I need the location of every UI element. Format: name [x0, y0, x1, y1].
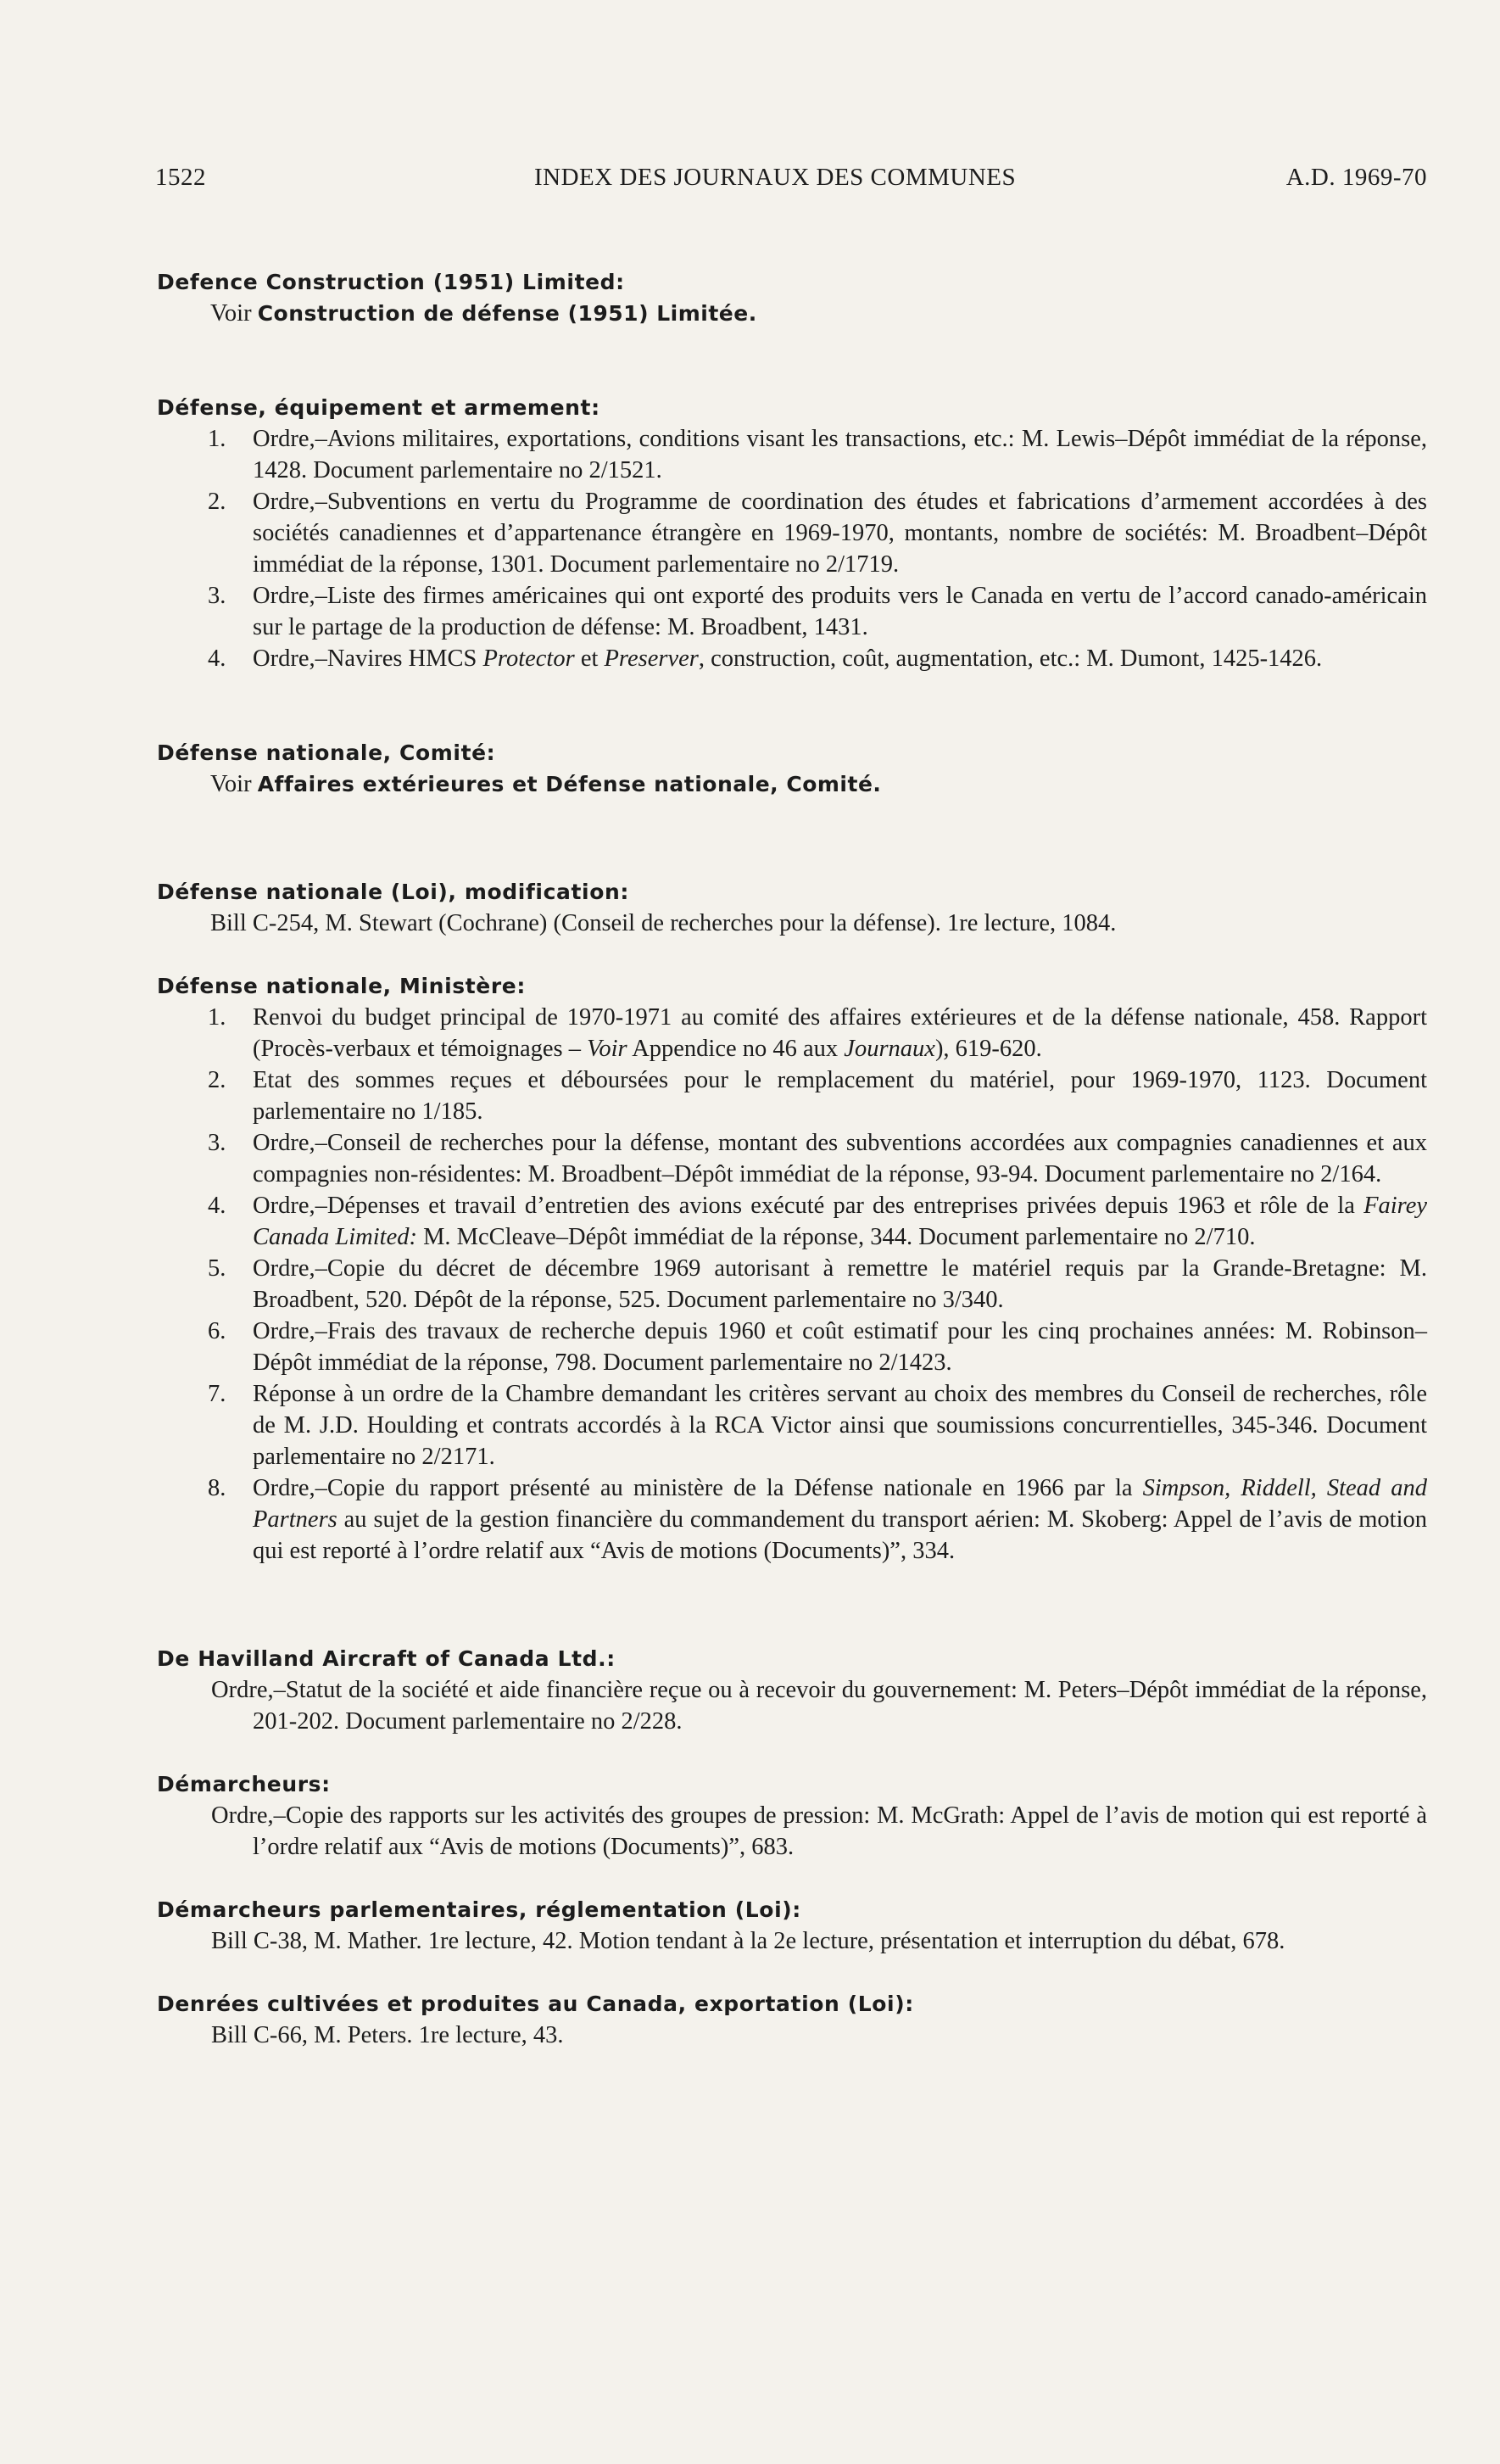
item-number: 2. [208, 489, 226, 515]
entry-heading: Défense nationale, Comité: [157, 740, 496, 765]
item-number: 7. [208, 1381, 226, 1407]
list-item [157, 643, 1427, 674]
item-number: 6. [208, 1318, 226, 1344]
entry-text: Bill C-66, M. Peters. 1re lecture, 43. [211, 2022, 564, 2048]
entry-heading: Denrées cultivées et produites au Canada, exportation (Loi): [157, 1992, 914, 2016]
item-text: Réponse à un ordre de la Chambre demandant les critères servant au choix des membres du Conseil de recherches, rôle de M. J.D. Houlding et contrats accordés à la RCA Victor ainsi que soumissions concurrentielles, 345-346. Document parlementaire no 2/2171. [253, 1381, 1427, 1470]
list-item [157, 1472, 1427, 1567]
ship-name: Protector [482, 645, 575, 672]
see-target: Affaires extérieures et Défense nationale, Comité. [257, 772, 882, 796]
item-text: Ordre,–Frais des travaux de recherche depuis 1960 et coût estimatif pour les cinq prochaines années: M. Robinson–Dépôt immédiat de la réponse, 798. Document parlementaire no 2/1423. [253, 1318, 1427, 1376]
item-list [157, 423, 1427, 674]
italic-term: Voir [587, 1036, 627, 1062]
item-number: 1. [208, 426, 226, 452]
list-item [157, 1064, 1427, 1127]
see-prefix: Voir [210, 771, 252, 797]
ship-name: Preserver [604, 645, 699, 672]
list-item [157, 423, 1427, 486]
list-item [157, 1002, 1427, 1064]
entry-demarcheurs-parlementaires [157, 1894, 1427, 1957]
entry-heading: De Havilland Aircraft of Canada Ltd.: [157, 1646, 616, 1671]
item-text-part: Ordre,–Copie du rapport présenté au ministère de la Défense nationale en 1966 par la [253, 1475, 1143, 1501]
running-title: INDEX DES JOURNAUX DES COMMUNES [534, 164, 1017, 191]
item-number: 8. [208, 1475, 226, 1501]
item-text-part: Ordre,–Navires HMCS [253, 645, 483, 672]
entry-heading: Démarcheurs: [157, 1772, 331, 1796]
item-number: 3. [208, 583, 226, 609]
year-label: A.D. 1969-70 [1285, 164, 1427, 191]
item-text-part: Renvoi du budget principal de 1970-1971 au comité des affaires extérieures et de la défense nationale, 458. Rapport (Procès-verbaux et témoignages – [253, 1004, 1427, 1062]
cross-reference [157, 768, 1427, 800]
entry-heading: Defence Construction (1951) Limited: [157, 270, 625, 294]
item-text: Ordre,–Liste des firmes américaines qui ont exporté des produits vers le Canada en vertu de l’accord canado-américain sur le partage de la production de défense: M. Broadbent, 1431. [253, 583, 1427, 640]
item-number: 3. [208, 1130, 226, 1156]
entry-heading: Démarcheurs parlementaires, réglementation (Loi): [157, 1897, 801, 1922]
list-item [157, 486, 1427, 580]
entry-demarcheurs [157, 1768, 1427, 1863]
entry-text: Ordre,–Copie des rapports sur les activités des groupes de pression: M. McGrath: Appel de l’avis de motion qui est reporté à l’ordre relatif aux “Avis de motions (Documents)”, 683. [211, 1802, 1427, 1860]
item-text-part: au sujet de la gestion financière du commandement du transport aérien: M. Skoberg: Appel de l’avis de motion qui est reporté à l’ordre relatif aux “Avis de motions (Documents)”, 334. [253, 1506, 1427, 1564]
entry-defense-nationale-loi [157, 876, 1427, 939]
item-text-part: Ordre,–Dépenses et travail d’entretien des avions exécuté par des entreprises privées depuis 1963 et rôle de la [253, 1193, 1364, 1219]
item-list [157, 1002, 1427, 1567]
entry-text: Ordre,–Statut de la société et aide financière reçue ou à recevoir du gouvernement: M. Peters–Dépôt immédiat de la réponse, 201-202. Document parlementaire no 2/228. [211, 1677, 1427, 1735]
item-number: 1. [208, 1004, 226, 1031]
italic-term: Journaux [844, 1036, 935, 1062]
see-prefix: Voir [210, 300, 252, 327]
index-content [157, 266, 1427, 2051]
entry-heading: Défense, équipement et armement: [157, 395, 600, 420]
item-text-part: ), 619-620. [934, 1036, 1042, 1062]
entry-defense-nationale-ministere [157, 970, 1427, 1567]
item-text-part: , construction, coût, augmentation, etc.: M. Dumont, 1425-1426. [698, 645, 1323, 672]
list-item [157, 1127, 1427, 1190]
list-item [157, 1253, 1427, 1316]
item-text-part: et [574, 645, 605, 672]
entry-defence-construction [157, 266, 1427, 329]
entry-denrees-cultivees [157, 1988, 1427, 2051]
entry-text: Bill C-38, M. Mather. 1re lecture, 42. Motion tendant à la 2e lecture, présentation et interruption du débat, 678. [211, 1928, 1285, 1954]
item-text-part: M. McCleave–Dépôt immédiat de la réponse, 344. Document parlementaire no 2/710. [416, 1224, 1256, 1250]
item-text: Ordre,–Subventions en vertu du Programme de coordination des études et fabrications d’armement accordées à des sociétés canadiennes et d’appartenance étrangère en 1969-1970, montants, nombre de sociétés: M. Broadbent–Dépôt immédiat de la réponse, 1301. Document parlementaire no 2/1719. [253, 489, 1427, 578]
entry-defense-nationale-comite [157, 737, 1427, 800]
cross-reference [157, 298, 1427, 329]
item-text: Ordre,–Conseil de recherches pour la défense, montant des subventions accordées aux compagnies canadiennes et aux compagnies non-résidentes: M. Broadbent–Dépôt immédiat de la réponse, 93-94. Document parlementaire no 2/164. [253, 1130, 1427, 1187]
company-name: Fairey Canada Limited: [253, 1193, 1427, 1250]
item-text: Ordre,–Copie du décret de décembre 1969 autorisant à remettre le matériel requis par la Grande-Bretagne: M. Broadbent, 520. Dépôt de la réponse, 525. Document parlementaire no 3/340. [253, 1255, 1427, 1313]
company-name: Simpson, Riddell, Stead and Partners [253, 1475, 1427, 1533]
entry-heading: Défense nationale, Ministère: [157, 974, 526, 998]
item-number: 4. [208, 645, 226, 672]
entry-de-havilland [157, 1643, 1427, 1737]
list-item [157, 1378, 1427, 1472]
item-number: 5. [208, 1255, 226, 1282]
entry-text: Bill C-254, M. Stewart (Cochrane) (Conseil de recherches pour la défense). 1re lecture, 1084. [210, 910, 1117, 936]
list-item [157, 1316, 1427, 1378]
entry-defense-equipement [157, 392, 1427, 674]
see-target: Construction de défense (1951) Limitée. [257, 301, 757, 326]
page-header [155, 164, 1427, 198]
page-number: 1522 [155, 164, 206, 191]
item-number: 2. [208, 1067, 226, 1093]
list-item [157, 1190, 1427, 1253]
list-item [157, 580, 1427, 643]
item-text: Etat des sommes reçues et déboursées pour le remplacement du matériel, pour 1969-1970, 1123. Document parlementaire no 1/185. [253, 1067, 1427, 1125]
entry-heading: Défense nationale (Loi), modification: [157, 880, 629, 904]
item-number: 4. [208, 1193, 226, 1219]
item-text: Ordre,–Avions militaires, exportations, conditions visant les transactions, etc.: M. Lewis–Dépôt immédiat de la réponse, 1428. Document parlementaire no 2/1521. [253, 426, 1427, 483]
item-text-part: Appendice no 46 aux [627, 1036, 845, 1062]
